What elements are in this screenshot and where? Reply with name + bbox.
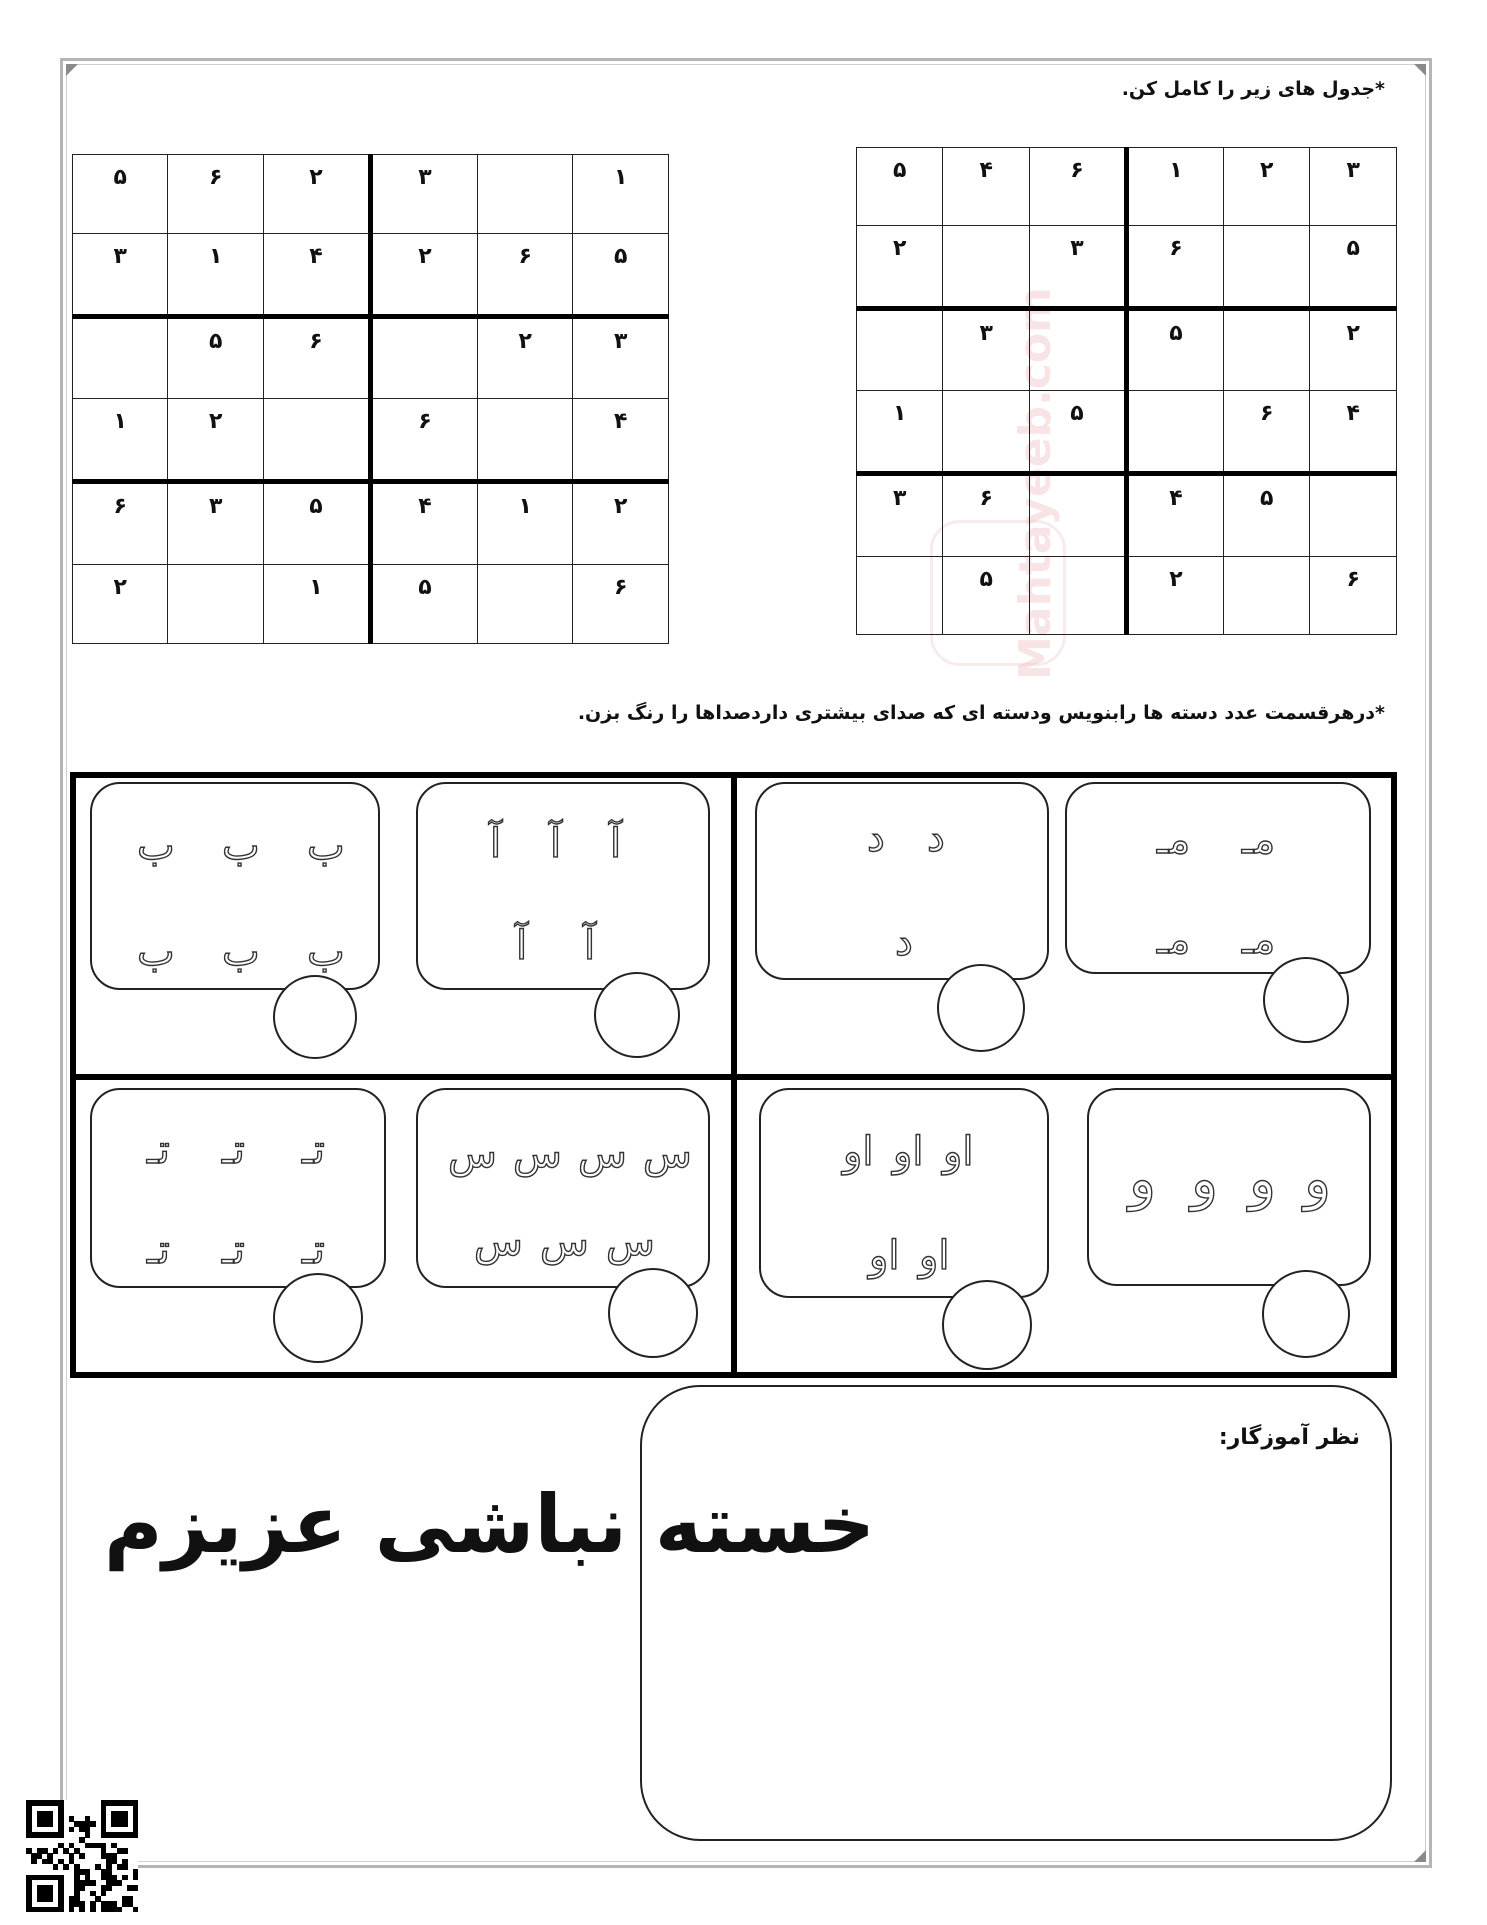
sudoku-cell: ۴ [943,148,1029,226]
letter-te: تـ [147,1127,170,1173]
letter-alef: آ [516,923,528,969]
sudoku-cell: ۶ [1224,391,1310,474]
sudoku-cell[interactable] [1310,474,1397,557]
letter-be: ب [307,929,345,975]
sudoku-cell: ۵ [1310,226,1397,309]
letter-group-alef [416,782,710,990]
sudoku-cell: ۳ [943,308,1029,391]
sudoku-cell: ۵ [573,233,669,316]
qr-code-icon [26,1800,138,1912]
letter-mim: مـ [1242,817,1276,863]
letter-te: تـ [302,1127,325,1173]
letter-alef: آ [490,821,502,867]
letter-mim: مـ [1157,917,1191,963]
sudoku-cell: ۲ [1126,556,1223,634]
count-circle[interactable] [273,1273,363,1363]
letter-vav: و [1249,1147,1277,1212]
letter-be: ب [222,823,260,869]
sudoku-cell: ۲ [73,565,168,644]
sudoku-cell: ۱ [1126,148,1223,226]
sudoku-cell: ۳ [573,316,669,399]
sudoku-cell: ۲ [1310,308,1397,391]
sudoku-cell: ۲ [573,482,669,565]
letter-vav: و [1191,1147,1219,1212]
sudoku-cell[interactable] [1224,308,1310,391]
letter-dal: د [927,815,945,861]
sudoku-cell: ۱ [857,391,943,474]
sudoku-cell: ۵ [857,148,943,226]
sudoku-cell[interactable] [1224,556,1310,634]
corner-ornament [66,64,78,76]
sudoku-cell[interactable] [263,399,370,482]
sudoku-cell[interactable] [857,308,943,391]
sudoku-cell: ۵ [943,556,1029,634]
count-circle[interactable] [1262,1270,1350,1358]
sudoku-grid-left [72,154,669,644]
letter-sin: س [448,1131,497,1177]
count-circle[interactable] [608,1268,698,1358]
sudoku-cell: ۶ [1029,148,1126,226]
letter-be: ب [137,823,175,869]
sudoku-cell: ۱ [478,482,573,565]
sudoku-instruction: *جدول های زیر را کامل کن. [1121,78,1385,100]
sudoku-grid-right [856,147,1397,635]
letter-alef: آ [550,821,562,867]
sudoku-cell: ۱ [168,233,263,316]
sudoku-cell[interactable] [857,556,943,634]
letter-group-dal [755,782,1049,980]
sudoku-cell[interactable] [1224,226,1310,309]
sudoku-cell[interactable] [1029,556,1126,634]
letter-oo: او [943,1129,974,1175]
sudoku-cell[interactable] [478,155,573,234]
sudoku-cell: ۵ [263,482,370,565]
sudoku-cell: ۳ [1310,148,1397,226]
letter-oo: او [893,1129,924,1175]
watermark-text: Mahtayeeb.com [1010,287,1061,680]
sudoku-cell: ۲ [168,399,263,482]
letter-dal: د [895,919,913,965]
letter-group-mim [1065,782,1371,974]
letter-dal: د [867,815,885,861]
count-instruction: *درهرقسمت عدد دسته ها رابنویس ودسته ای که صدای بیشتری داردصداها را رنگ بزن. [577,702,1385,724]
count-circle[interactable] [937,964,1025,1052]
sudoku-cell[interactable] [168,565,263,644]
letter-oo: او [843,1129,874,1175]
sudoku-cell[interactable] [478,565,573,644]
sudoku-cell[interactable] [943,391,1029,474]
sudoku-cell: ۴ [1126,474,1223,557]
sudoku-cell: ۱ [73,399,168,482]
letter-sin: س [578,1131,627,1177]
sudoku-cell[interactable] [73,316,168,399]
sudoku-cell: ۵ [1126,308,1223,391]
sudoku-cell: ۲ [1224,148,1310,226]
sudoku-cell: ۴ [573,399,669,482]
letter-te: تـ [147,1227,170,1273]
sudoku-cell: ۲ [857,226,943,309]
sudoku-cell: ۵ [1224,474,1310,557]
sudoku-cell: ۴ [370,482,477,565]
sudoku-cell[interactable] [943,226,1029,309]
sudoku-cell: ۶ [573,565,669,644]
letter-te: تـ [222,1227,245,1273]
count-circle[interactable] [273,975,357,1059]
letter-sin: س [474,1219,523,1265]
letter-vav: و [1129,1147,1157,1212]
sudoku-cell: ۲ [263,155,370,234]
sudoku-cell: ۶ [168,155,263,234]
sudoku-cell: ۳ [73,233,168,316]
letter-group-sin [416,1088,710,1288]
sudoku-cell[interactable] [478,399,573,482]
sudoku-cell: ۶ [263,316,370,399]
sudoku-cell[interactable] [370,316,477,399]
letter-vav: و [1304,1147,1332,1212]
letter-alef: آ [584,923,596,969]
sudoku-cell: ۶ [1126,226,1223,309]
sudoku-cell: ۴ [1310,391,1397,474]
letter-be: ب [307,823,345,869]
count-circle[interactable] [1263,957,1349,1043]
letter-mim: مـ [1242,917,1276,963]
sudoku-cell: ۶ [73,482,168,565]
sudoku-cell: ۵ [73,155,168,234]
sudoku-cell: ۶ [1310,556,1397,634]
letter-te: تـ [222,1127,245,1173]
sudoku-cell: ۳ [168,482,263,565]
grid-divider [70,1074,1397,1080]
teacher-comment-label: نظر آموزگار: [1218,1425,1360,1450]
sudoku-cell: ۵ [168,316,263,399]
sudoku-cell: ۵ [370,565,477,644]
sudoku-cell: ۲ [478,316,573,399]
sudoku-cell: ۶ [943,474,1029,557]
letter-group-te [90,1088,386,1288]
sudoku-cell: ۲ [370,233,477,316]
sudoku-cell[interactable] [1029,308,1126,391]
sudoku-cell: ۳ [857,474,943,557]
letter-be: ب [137,929,175,975]
letter-oo: او [869,1233,900,1279]
sudoku-cell: ۱ [263,565,370,644]
letter-mim: مـ [1157,817,1191,863]
letter-oo: او [919,1233,950,1279]
letter-te: تـ [302,1227,325,1273]
letter-be: ب [222,929,260,975]
sudoku-cell: ۶ [478,233,573,316]
letter-sin: س [540,1219,589,1265]
count-circle[interactable] [594,972,680,1058]
letter-group-oo [759,1088,1049,1298]
letter-group-be [90,782,380,990]
corner-ornament [1414,64,1426,76]
letter-alef: آ [610,821,622,867]
sudoku-cell: ۵ [1029,391,1126,474]
letter-group-vav [1087,1088,1371,1286]
sudoku-cell: ۳ [1029,226,1126,309]
letter-sin: س [643,1131,692,1177]
corner-ornament [1414,1850,1426,1862]
sudoku-cell[interactable] [1029,474,1126,557]
sudoku-cell[interactable] [1126,391,1223,474]
teacher-comment-box[interactable] [640,1385,1392,1841]
sudoku-cell: ۱ [573,155,669,234]
letter-sin: س [513,1131,562,1177]
count-circle[interactable] [942,1280,1032,1370]
sudoku-cell: ۳ [370,155,477,234]
sudoku-cell: ۴ [263,233,370,316]
farewell-message: خسته نباشی عزیزم [104,1478,876,1571]
sudoku-cell: ۶ [370,399,477,482]
letter-sin: س [606,1219,655,1265]
